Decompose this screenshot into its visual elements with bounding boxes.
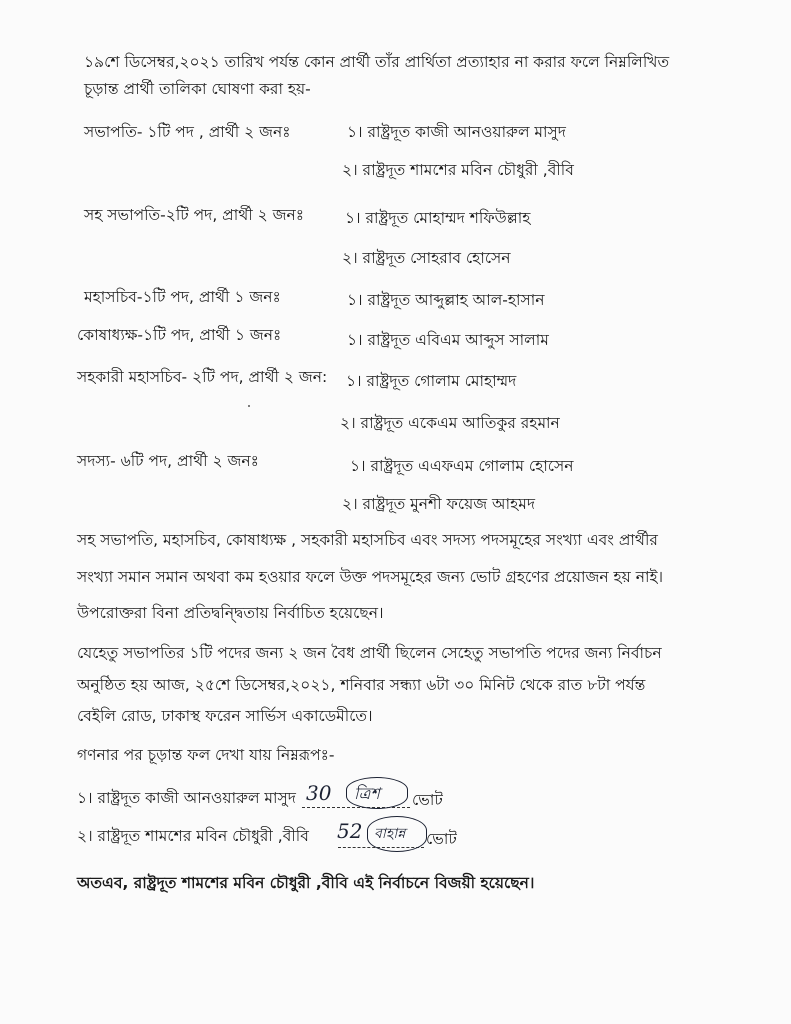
- intro-line-2: চূড়ান্ত প্রার্থী তালিকা ঘোষণা করা হয়-: [84, 80, 311, 98]
- result-1-label: ১। রাষ্ট্রদূত কাজী আনওয়ারুল মাসুদ: [77, 789, 296, 807]
- result-2-label: ২। রাষ্ট্রদূত শামশের মবিন চৌধুরী ,বীবি: [77, 827, 309, 845]
- result-2-unit: ভোট: [426, 830, 457, 848]
- candidate-president-2: ২। রাষ্ট্রদূত শামশের মবিন চৌধুরী ,বীবি: [342, 161, 574, 179]
- election-line-1: যেহেতু সভাপতির ১টি পদের জন্য ২ জন বৈধ প্রার্থী ছিলেন সেহেতু সভাপতি পদের জন্য নির্বাচন: [77, 644, 662, 662]
- post-treasurer: কোষাধ্যক্ষ-১টি পদ, প্রার্থী ১ জনঃ: [77, 326, 282, 344]
- candidate-members-1: ১। রাষ্ট্রদূত এএফএম গোলাম হোসেন: [350, 457, 574, 475]
- post-assistant-secretary: সহকারী মহাসচিব- ২টি পদ, প্রার্থী ২ জন:: [77, 368, 328, 386]
- results-heading: গণনার পর চূড়ান্ত ফল দেখা যায় নিম্নরূপঃ-: [77, 746, 335, 764]
- candidate-members-2: ২। রাষ্ট্রদূত মুনশী ফয়েজ আহমদ: [342, 495, 535, 513]
- result-2-votes-words-handwritten: বাহান্ন: [374, 826, 406, 842]
- scan-speck: [248, 405, 250, 407]
- result-1-unit: ভোট: [412, 791, 443, 809]
- uncontested-line-1: সহ সভাপতি, মহাসচিব, কোষাধ্যক্ষ , সহকারী মহাসচিব এবং সদস্য পদসমূহের সংখ্যা এবং প্রার্থীর: [77, 531, 658, 549]
- intro-line-1: ১৯শে ডিসেম্বর,২০২১ তারিখ পর্যন্ত কোন প্রার্থী তাঁর প্রার্থিতা প্রত্যাহার না করার ফলে নিম্নলিখিত: [84, 53, 670, 71]
- candidate-vice-president-2: ২। রাষ্ট্রদূত সোহরাব হোসেন: [342, 249, 511, 267]
- candidate-treasurer-1: ১। রাষ্ট্রদূত এবিএম আব্দুস সালাম: [347, 331, 549, 349]
- candidate-president-1: ১। রাষ্ট্রদূত কাজী আনওয়ারুল মাসুদ: [347, 123, 566, 141]
- elected-unopposed-text: উপরোক্তরা বিনা প্রতিদ্বন্দ্বিতায় নির্বাচিত হয়েছেন।: [77, 604, 384, 622]
- election-line-2: অনুষ্ঠিত হয় আজ, ২৫শে ডিসেম্বর,২০২১, শনিবার সন্ধ্যা ৬টা ৩০ মিনিট থেকে রাত ৮টা পর্যন্ত: [77, 676, 646, 694]
- result-1-votes-words-handwritten: ত্রিশ: [354, 784, 380, 803]
- conclusion-text: অতএব, রাষ্ট্রদূত শামশের মবিন চৌধুরী ,বীবি এই নির্বাচনে বিজয়ী হয়েছেন।: [77, 874, 535, 892]
- candidate-secretary-general-1: ১। রাষ্ট্রদূত আব্দুল্লাহ আল-হাসান: [347, 291, 545, 309]
- post-members: সদস্য- ৬টি পদ, প্রার্থী ২ জনঃ: [77, 452, 259, 470]
- election-line-3: বেইলি রোড, ঢাকাস্থ ফরেন সার্ভিস একাডেমীতে।: [77, 707, 373, 725]
- post-president: সভাপতি- ১টি পদ , প্রার্থী ২ জনঃ: [84, 123, 291, 141]
- candidate-assistant-secretary-2: ২। রাষ্ট্রদূত একেএম আতিকুর রহমান: [340, 414, 560, 432]
- result-2-votes-handwritten: 52: [337, 819, 363, 843]
- post-vice-president: সহ সভাপতি-২টি পদ, প্রার্থী ২ জনঃ: [84, 206, 305, 224]
- candidate-assistant-secretary-1: ১। রাষ্ট্রদূত গোলাম মোহাম্মদ: [346, 372, 517, 390]
- uncontested-line-2: সংখ্যা সমান সমান অথবা কম হওয়ার ফলে উক্ত পদসমূহের জন্য ভোট গ্রহণের প্রয়োজন হয় নাই।: [77, 568, 664, 586]
- result-1-votes-handwritten: 30: [306, 781, 332, 805]
- candidate-vice-president-1: ১। রাষ্ট্রদূত মোহাম্মদ শফিউল্লাহ: [345, 209, 531, 227]
- post-secretary-general: মহাসচিব-১টি পদ, প্রার্থী ১ জনঃ: [84, 288, 281, 306]
